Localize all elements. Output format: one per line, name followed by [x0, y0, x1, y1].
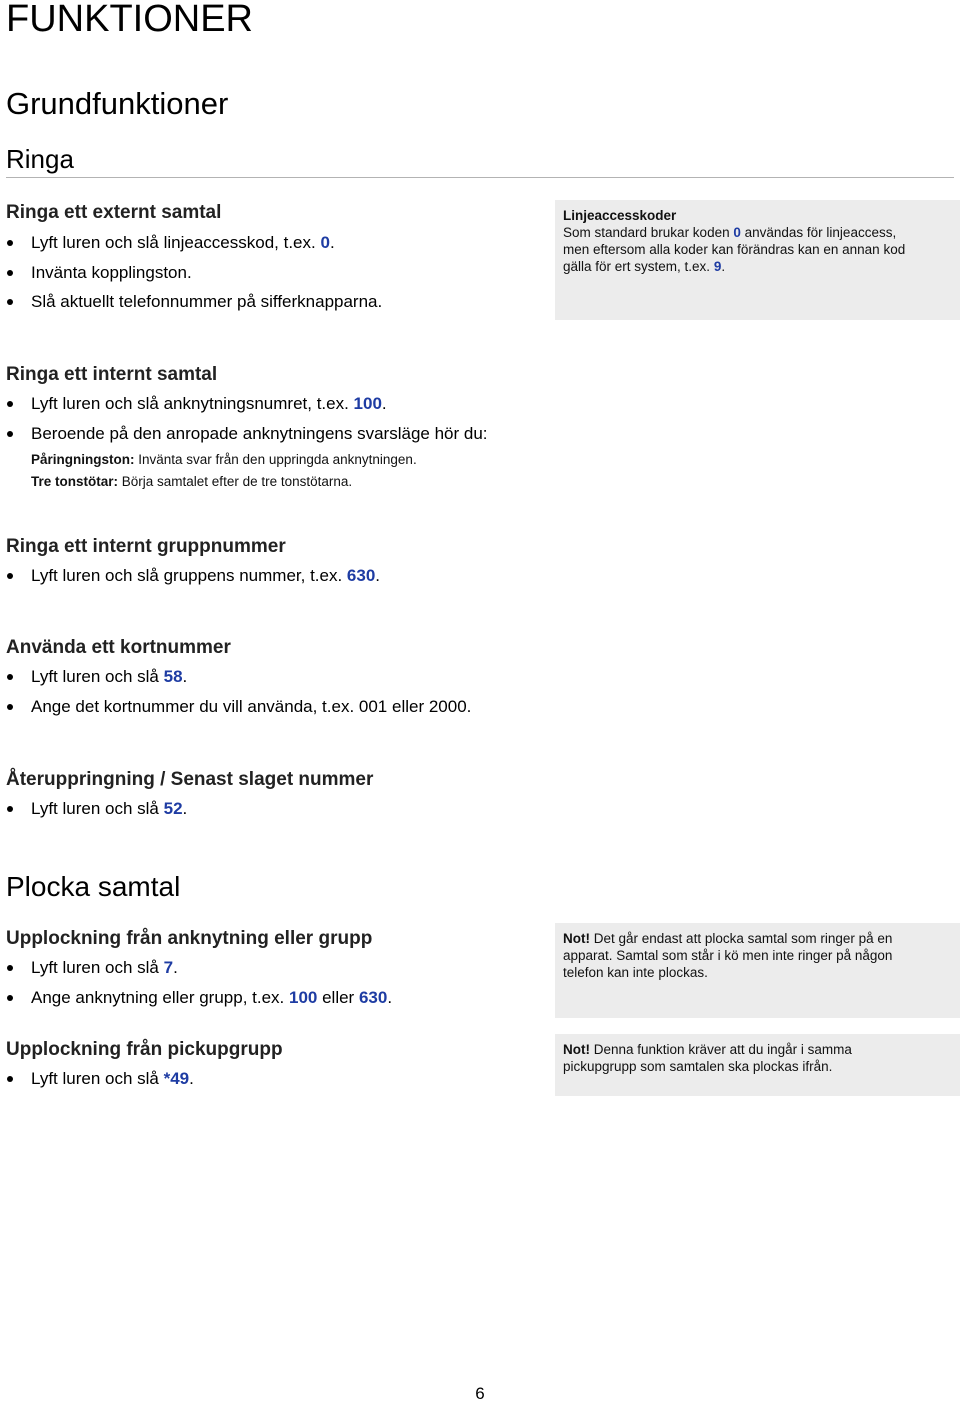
list-item: Beroende på den anropade anknytningens svarsläge hör du: — [6, 419, 488, 449]
note-line: Som standard brukar koden 0 användas för linjeaccess, — [563, 225, 897, 240]
list-item: Slå aktuellt telefonnummer på sifferknapparna. — [6, 287, 382, 317]
divider-line — [6, 177, 954, 178]
list-item: Ange det kortnummer du vill använda, t.ex. 001 eller 2000. — [6, 692, 471, 722]
heading-redial: Återuppringning / Senast slaget nummer — [6, 769, 374, 790]
list-pickup-group — [6, 1064, 194, 1094]
list-ring-external — [6, 228, 382, 317]
note-box-linjeaccess — [555, 200, 960, 320]
subsection-heading-ringa: Ringa — [6, 144, 74, 174]
list-item: Lyft luren och slå gruppens nummer, t.ex. 630. — [6, 561, 380, 591]
note-line: gälla för ert system, t.ex. 9. — [563, 259, 726, 274]
note-line: apparat. Samtal som står i kö men inte ringer på någon — [563, 948, 893, 963]
note-title: Linjeaccesskoder — [563, 208, 677, 223]
note-box-pickup-group — [555, 1034, 960, 1096]
note-line: Not! Det går endast att plocka samtal som ringer på en — [563, 931, 893, 946]
section-heading-grundfunktioner: Grundfunktioner — [6, 86, 229, 121]
heading-ring-external: Ringa ett externt samtal — [6, 202, 222, 223]
section-heading-plocka-samtal: Plocka samtal — [6, 871, 181, 902]
list-short-number — [6, 662, 471, 721]
list-item: Lyft luren och slå 52. — [6, 794, 187, 824]
note-line: pickupgrupp som samtalen ska plockas ifrån. — [563, 1059, 833, 1074]
heading-ring-internal: Ringa ett internt samtal — [6, 364, 218, 385]
list-item: Invänta kopplingston. — [6, 258, 382, 288]
list-item: Ange anknytning eller grupp, t.ex. 100 eller 630. — [6, 983, 392, 1013]
list-pickup-extension — [6, 953, 392, 1012]
heading-ring-group: Ringa ett internt gruppnummer — [6, 536, 286, 557]
list-item: Lyft luren och slå anknytningsnumret, t.ex. 100. — [6, 389, 488, 419]
note-box-pickup-extension — [555, 923, 960, 1018]
heading-pickup-group: Upplockning från pickupgrupp — [6, 1039, 283, 1060]
list-item: Lyft luren och slå *49. — [6, 1064, 194, 1094]
list-item: Lyft luren och slå 58. — [6, 662, 471, 692]
list-item: Lyft luren och slå 7. — [6, 953, 392, 983]
list-redial — [6, 794, 187, 824]
note-line: Not! Denna funktion kräver att du ingår i samma — [563, 1042, 852, 1057]
heading-short-number: Använda ett kortnummer — [6, 637, 231, 658]
detail-line-tre-tonstotar: Tre tonstötar: Börja samtalet efter de tre tonstötarna. — [31, 474, 353, 489]
list-item: Lyft luren och slå linjeaccesskod, t.ex. 0. — [6, 228, 382, 258]
list-ring-group — [6, 561, 380, 591]
note-line: telefon kan inte plockas. — [563, 965, 708, 980]
detail-line-paringningston: Påringningston: Invänta svar från den uppringda anknytningen. — [31, 452, 417, 467]
note-line: men eftersom alla koder kan förändras kan en annan kod — [563, 242, 906, 257]
page-number: 6 — [475, 1384, 485, 1403]
heading-pickup-extension: Upplockning från anknytning eller grupp — [6, 928, 373, 949]
page-title: FUNKTIONER — [6, 0, 253, 40]
list-ring-internal — [6, 389, 488, 448]
